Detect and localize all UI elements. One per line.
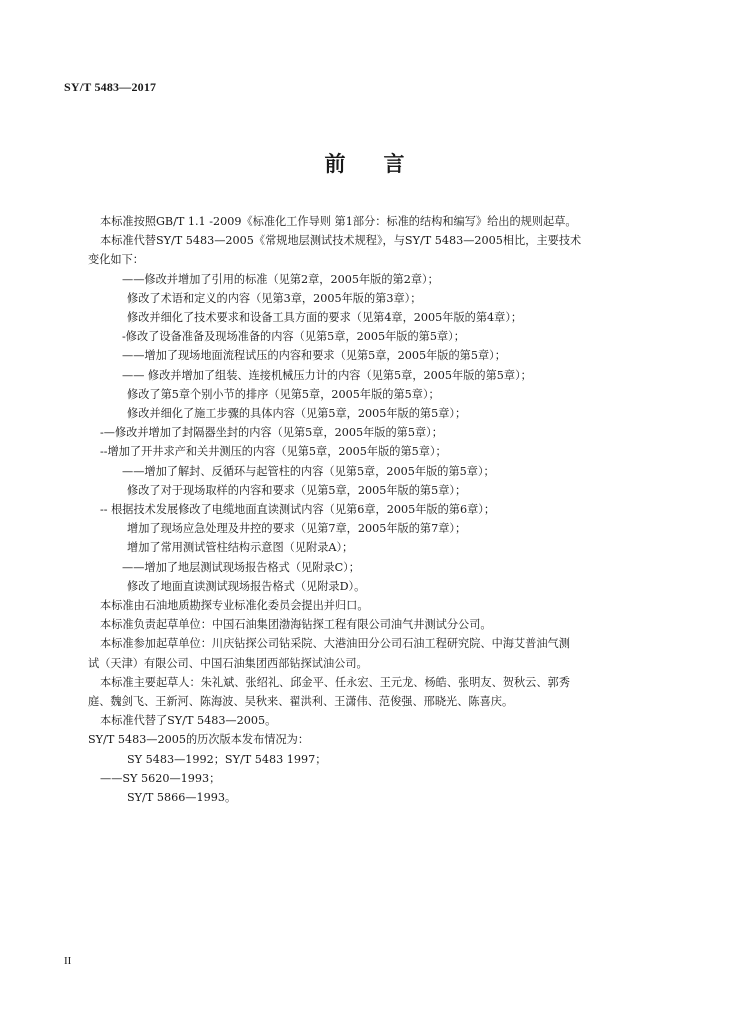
change-item: -—修改并增加了封隔器坐封的内容（见第5章，2005年版的第5章）； [100, 426, 443, 440]
history-item: ——SY 5620—1993； [100, 771, 221, 785]
paragraph-replacement [88, 231, 670, 269]
change-item: -- 根据技术发展修改了电缆地面直读测试内容（见第6章，2005年版的第6章）； [100, 503, 496, 517]
page-title: 前言 [324, 151, 443, 176]
paragraph-line: 本标准参加起草单位：川庆钻探公司钻采院、大港油田分公司石油工程研究院、中海艾普油气测 [100, 637, 570, 651]
paragraph-line: 庭、魏剑飞、王新河、陈海波、吴秋来、翟洪利、王潇伟、范俊强、邢晓光、陈喜庆。 [88, 695, 514, 709]
paragraph-line: 变化如下： [88, 253, 144, 267]
history-item: SY 5483—1992；SY/T 5483 1997； [127, 752, 327, 766]
change-item: 修改了对于现场取样的内容和要求（见第5章，2005年版的第5章）； [127, 483, 467, 497]
paragraph-line: 本标准主要起草人：朱礼斌、张绍礼、邱金平、任永宏、王元龙、杨皓、张明友、贺秋云、郭秀 [100, 675, 570, 689]
paragraph-drafting-rule: 本标准按照GB/T 1.1 -2009《标准化工作导则 第1部分：标准的结构和编写》给出的规则起草。 [100, 215, 577, 228]
paragraph-line: 试（天津）有限公司、中国石油集团西部钻探试油公司。 [88, 656, 368, 670]
change-item: 增加了现场应急处理及井控的要求（见第7章，2005年版的第7章）； [127, 522, 467, 536]
change-item: 修改了术语和定义的内容（见第3章，2005年版的第3章）； [127, 291, 422, 305]
paragraph-proposer: 本标准由石油地质勘探专业标准化委员会提出并归口。 [100, 599, 369, 613]
change-item: 增加了常用测试管柱结构示意图（见附录A）； [127, 541, 354, 555]
paragraph-replaces: 本标准代替了SY/T 5483—2005。 [100, 714, 277, 728]
change-item: ——修改并增加了引用的标准（见第2章，2005年版的第2章）； [122, 272, 439, 286]
change-item: ——增加了现场地面流程试压的内容和要求（见第5章，2005年版的第5章）； [122, 349, 506, 363]
paragraph-line: 本标准代替SY/T 5483—2005《常规地层测试技术规程》，与SY/T 5483—2005相比，主要技术 [100, 234, 582, 248]
change-item: -修改了设备准备及现场准备的内容（见第5章，2005年版的第5章）； [122, 330, 465, 344]
change-item: 修改了第5章个别小节的排序（见第5章，2005年版的第5章）； [127, 387, 440, 401]
change-item: ——增加了解封、反循环与起管柱的内容（见第5章，2005年版的第5章）； [122, 464, 495, 478]
page-number: II [64, 955, 72, 967]
paragraph-history-intro: SY/T 5483—2005的历次版本发布情况为： [88, 733, 310, 747]
change-item: 修改并细化了技术要求和设备工具方面的要求（见第4章，2005年版的第4章）； [127, 311, 523, 325]
change-item: —— 修改并增加了组装、连接机械压力计的内容（见第5章，2005年版的第5章）； [122, 368, 532, 382]
change-item: --增加了开井求产和关井测压的内容（见第5章，2005年版的第5章）； [100, 445, 447, 459]
paragraph-responsible-drafter: 本标准负责起草单位：中国石油集团渤海钻探工程有限公司油气井测试分公司。 [100, 618, 492, 632]
paragraph-main-drafters [88, 673, 670, 711]
change-item: ——增加了地层测试现场报告格式（见附录C）； [122, 560, 360, 574]
standard-code-header: SY/T 5483—2017 [64, 80, 157, 94]
change-item: 修改并细化了施工步骤的具体内容（见第5章，2005年版的第5章）； [127, 407, 467, 421]
foreword-body [88, 212, 670, 807]
paragraph-participating-drafters [88, 634, 670, 672]
history-item: SY/T 5866—1993。 [127, 791, 237, 805]
change-item: 修改了地面直读测试现场报告格式（见附录D）。 [127, 579, 366, 593]
